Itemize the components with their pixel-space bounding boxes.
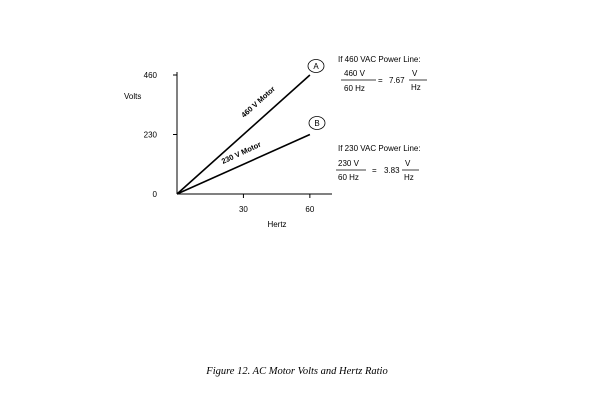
- y-tick-label-460: 460: [143, 71, 157, 80]
- series-lines: [177, 75, 310, 194]
- annotation-460vac: [338, 55, 427, 93]
- y-tick-label-0: 0: [152, 190, 157, 199]
- series-line-a: [177, 75, 310, 194]
- marker-b-label: B: [314, 119, 320, 128]
- marker-a-label: A: [313, 62, 319, 71]
- marker-a: [308, 60, 324, 73]
- annotation-460-result: 7.67: [389, 76, 405, 85]
- y-ticks: [144, 71, 177, 199]
- figure-caption: Figure 12. AC Motor Volts and Hertz Ratio: [206, 366, 388, 377]
- annotation-230-unit-den: Hz: [404, 173, 414, 182]
- series-label-460v: 460 V Motor: [239, 84, 277, 120]
- x-axis-label: Hertz: [267, 220, 287, 229]
- series-label-230v: 230 V Motor: [220, 139, 263, 166]
- marker-b: [309, 117, 325, 130]
- x-tick-label-30: 30: [238, 205, 248, 214]
- y-axis-label: Volts: [124, 92, 142, 101]
- annotation-460-unit-num: V: [412, 69, 418, 78]
- x-tick-label-60: 60: [305, 205, 315, 214]
- annotation-460-denominator: 60 Hz: [344, 84, 365, 93]
- x-ticks: [239, 194, 315, 214]
- annotation-460-numerator: 460 V: [344, 69, 365, 78]
- annotation-230-unit-num: V: [405, 159, 411, 168]
- annotation-460-heading: If 460 VAC Power Line:: [338, 55, 421, 64]
- annotation-460-equals: =: [378, 76, 383, 85]
- annotation-230vac: [336, 144, 421, 182]
- series-line-b: [177, 135, 310, 195]
- annotation-230-denominator: 60 Hz: [338, 173, 359, 182]
- annotation-230-numerator: 230 V: [338, 159, 359, 168]
- annotation-230-equals: =: [372, 166, 377, 175]
- annotation-230-heading: If 230 VAC Power Line:: [338, 144, 421, 153]
- annotation-230-result: 3.83: [384, 166, 400, 175]
- annotation-460-unit-den: Hz: [411, 83, 421, 92]
- y-tick-label-230: 230: [143, 130, 157, 140]
